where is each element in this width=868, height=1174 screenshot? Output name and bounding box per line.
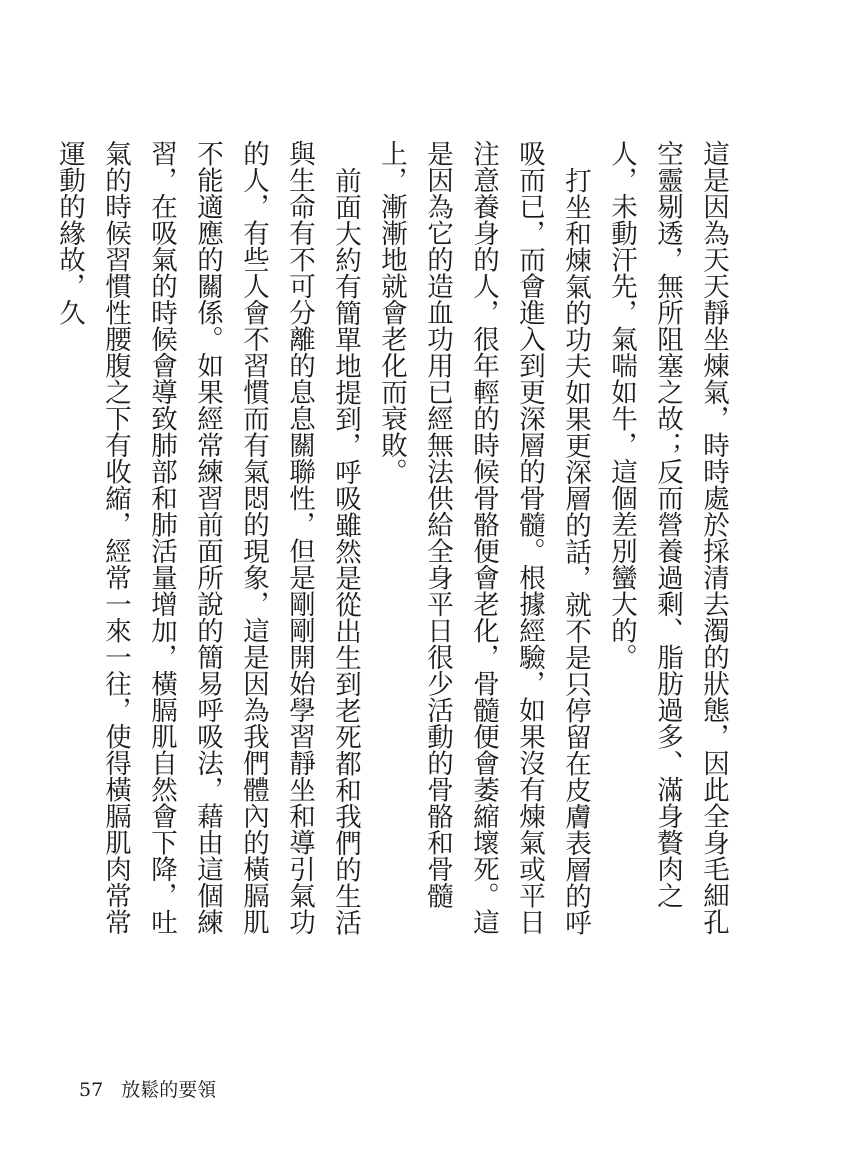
paragraph-3: 前面大約有簡單地提到，呼吸雖然是從出生到老死都和我們的生活與生命有不可分離的息息關聯性，但是剛剛開始學習靜坐和導引氣功的人，有些人會不習慣而有氣悶的現象，這是因為我們體內的橫膈肌不能適應的關係。如果經常練習前面所說的簡易呼吸法，藉由這個練習，在吸氣的時候會導致肺部和肺活量增加，橫膈肌自然會下降，吐氣的時候習慣性腰腹之下有收縮，經常一來一往，使得橫膈肌肉常常運動的緣故，久	[54, 140, 361, 935]
page-number: 57	[79, 1079, 104, 1101]
running-header-title: 放鬆的要領	[121, 1079, 217, 1101]
paragraph-1: 這是因為天天靜坐煉氣，時時處於採清去濁的狀態，因此全身毛細孔空靈剔透，無所阻塞之故；反而營養過剩、脂肪過多、滿身贅肉之人，未動汗先，氣喘如牛，這個差別蠻大的。	[606, 140, 729, 935]
page-footer	[79, 1075, 216, 1102]
paragraph-2: 打坐和煉氣的功夫如果更深層的話，就不是只停留在皮膚表層的呼吸而已，而會進入到更深層的骨髓。根據經驗，如果沒有煉氣或平日注意養身的人，很年輕的時候骨骼便會老化，骨髓便會萎縮壞死。這是因為它的造血功用已經無法供給全身平日很少活動的骨骼和骨髓上，漸漸地就會老化而衰敗。	[376, 140, 591, 935]
body-text	[46, 140, 736, 940]
